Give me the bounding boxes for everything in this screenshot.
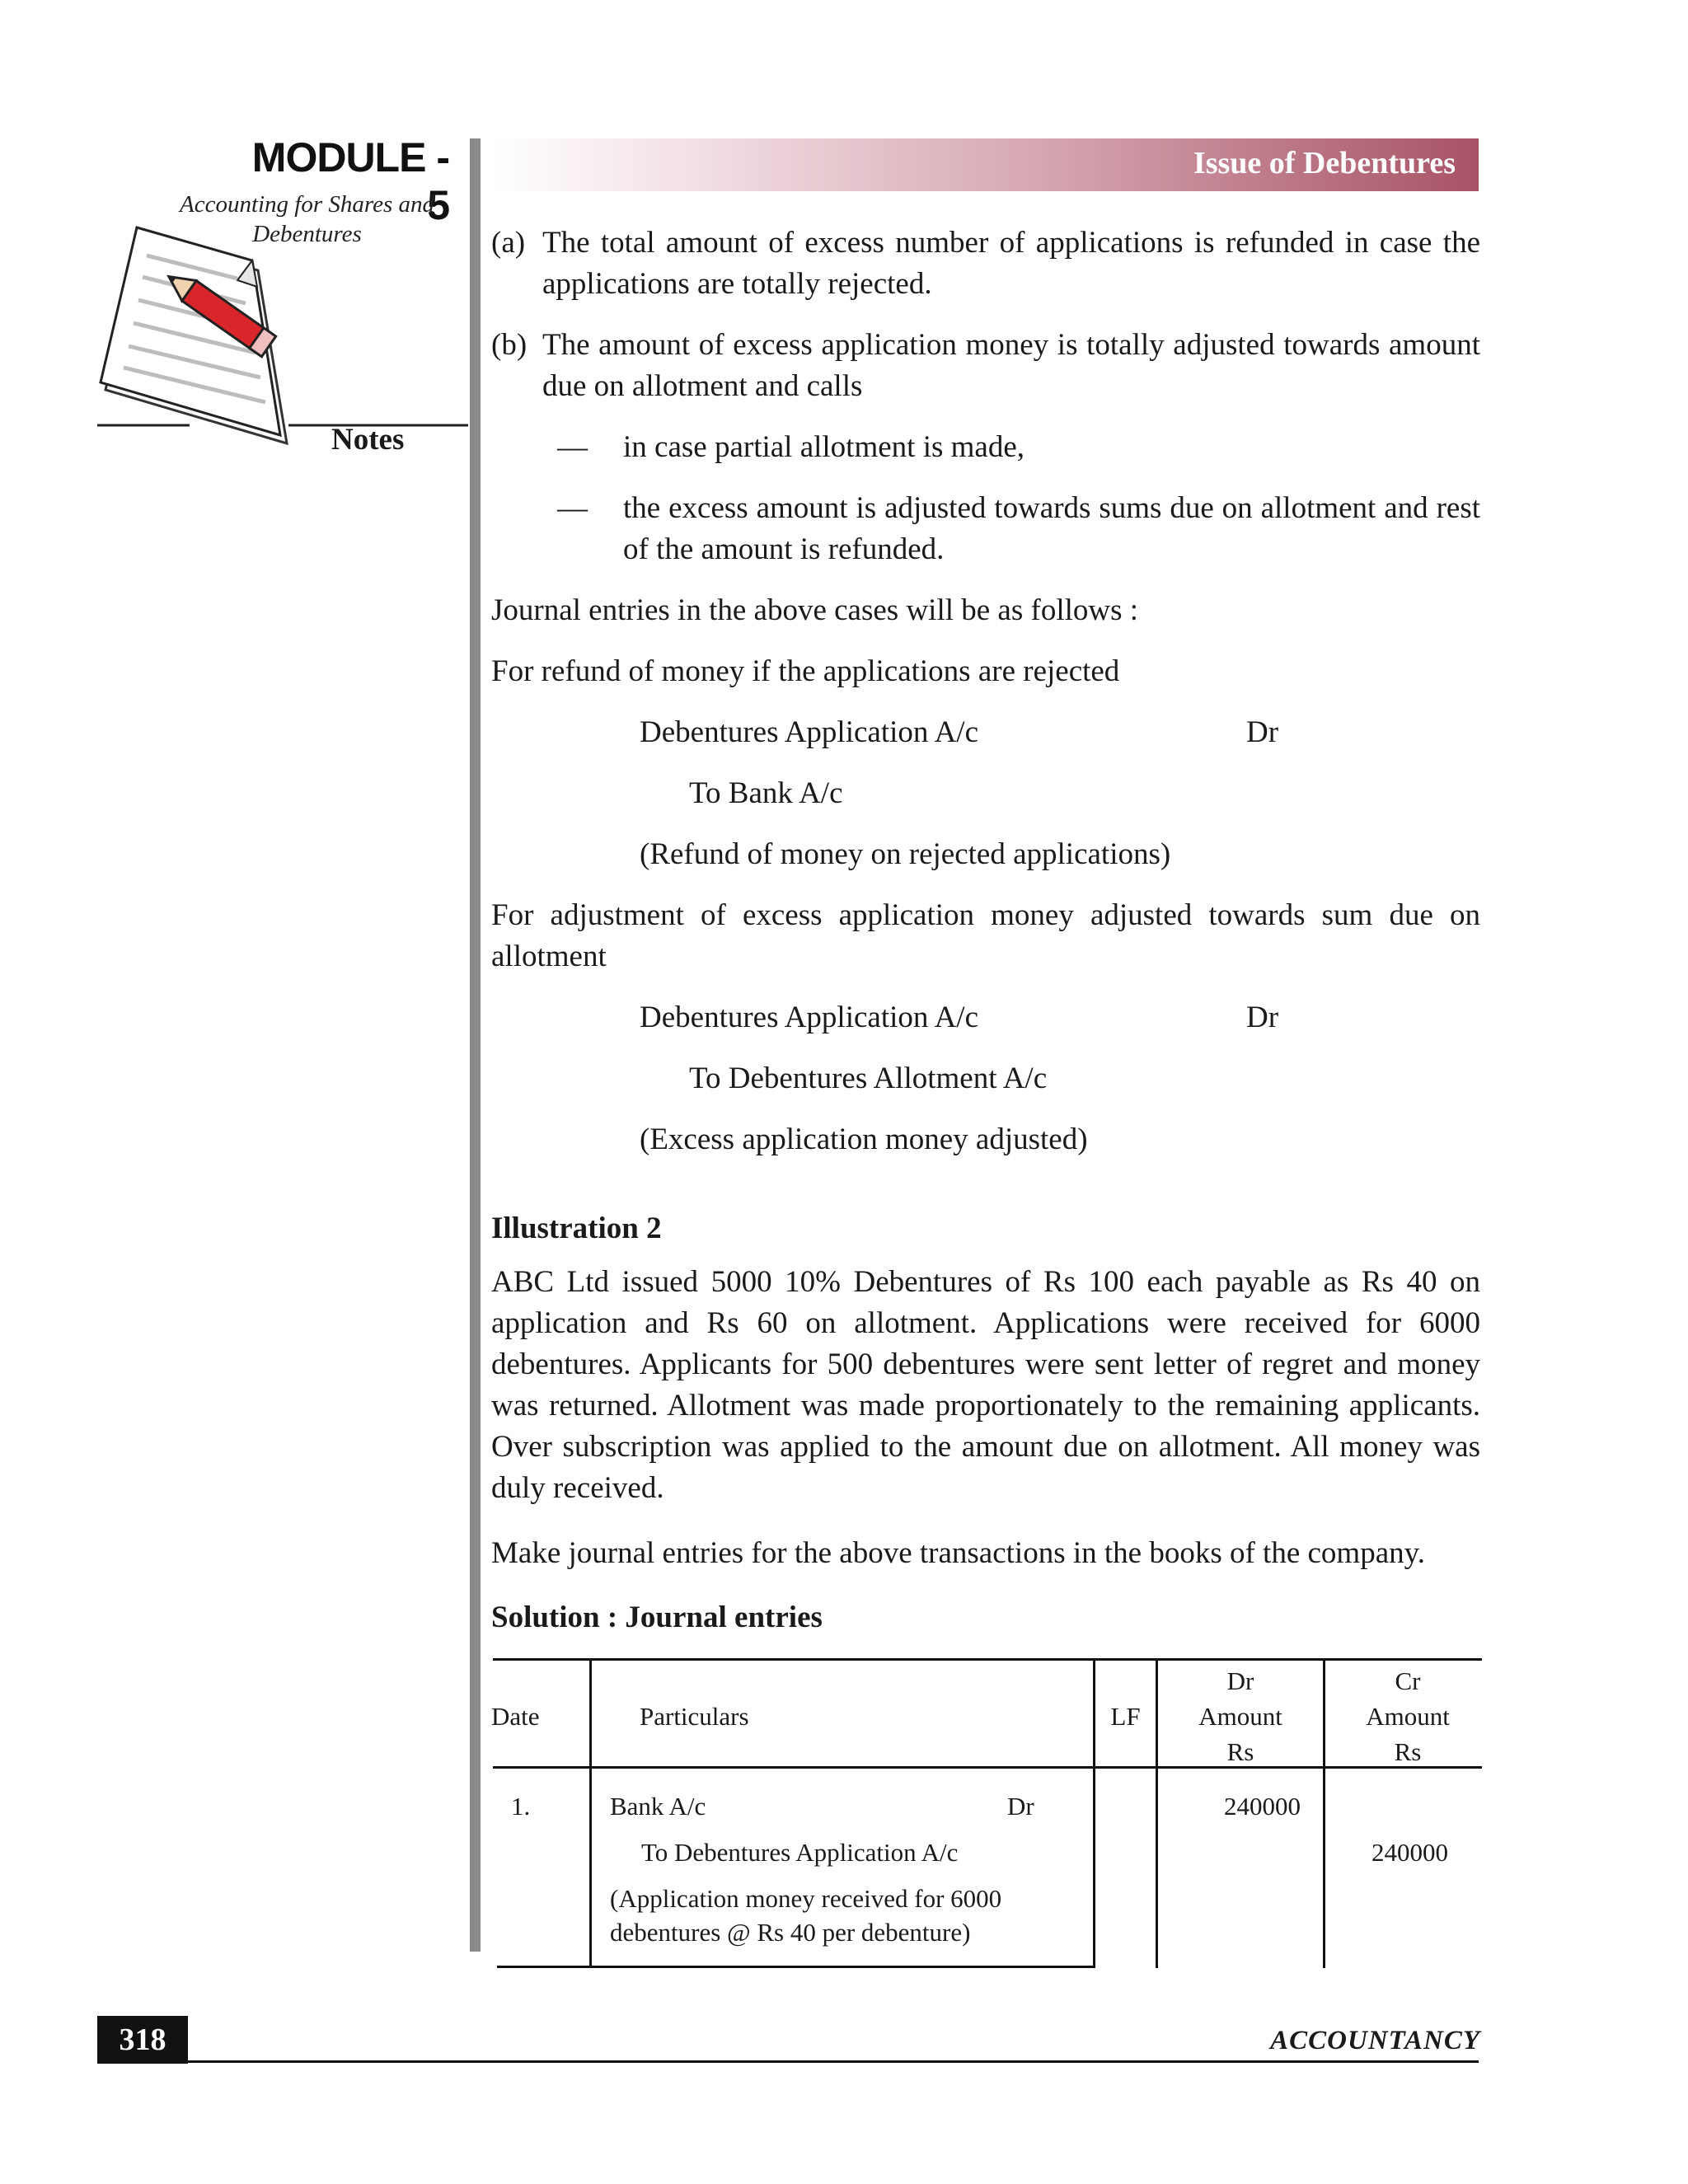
notes-pencil-icon — [97, 221, 468, 460]
illustration-text: ABC Ltd issued 5000 10% Debentures of Rs 100 each payable as Rs 40 on application and Rs 60 on allotment. Applications were received for 6000 debentures. Applicants for 500 debentures were sent letter of regret and money was returned. Allotment was made proportionately to the remaining applicants. Over subscription was applied to the amount due on allotment. All money was duly received. — [491, 1265, 1480, 1505]
entry1-debit: Debentures Application A/c — [640, 715, 979, 749]
entry1-dr: Dr — [1246, 715, 1279, 749]
row-narration-line2: debentures @ Rs 40 per debenture) — [610, 1918, 971, 1947]
footer-subject: ACCOUNTANCY — [1270, 2026, 1480, 2055]
list-marker-a: (a) — [491, 226, 526, 260]
dash-marker-1: — — [557, 430, 588, 464]
dash-text-1: in case partial allotment is made, — [623, 430, 1025, 464]
row-dr-amount: 240000 — [1224, 1792, 1301, 1821]
th-cr-line3: Rs — [1394, 1737, 1422, 1766]
row-narration-line1: (Application money received for 6000 — [610, 1884, 1002, 1913]
illustration-title: Illustration 2 — [491, 1212, 662, 1245]
table-top-rule — [493, 1658, 1482, 1661]
section-header-band — [491, 138, 1479, 191]
row-number: 1. — [511, 1792, 531, 1821]
journal-intro: Journal entries in the above cases will be as follows : — [491, 593, 1139, 627]
row-dr-marker: Dr — [1007, 1792, 1034, 1821]
list-item-a — [491, 223, 1480, 305]
list-text-a: The total amount of excess number of applications is refunded in case the applications are totally rejected. — [542, 226, 1480, 301]
task-text: Make journal entries for the above transactions in the books of the company. — [491, 1536, 1425, 1570]
page-number: 318 — [97, 2016, 188, 2064]
dash-marker-2: — — [557, 491, 588, 525]
row-debit-account: Bank A/c — [610, 1792, 706, 1821]
sidebar-divider — [470, 138, 481, 1952]
list-item-b — [491, 325, 1480, 407]
notes-label: Notes — [331, 423, 405, 457]
th-dr-line1: Dr — [1226, 1666, 1254, 1695]
th-lf: LF — [1110, 1702, 1141, 1731]
module-title: MODULE - 5 — [251, 134, 449, 228]
th-dr-line3: Rs — [1226, 1737, 1254, 1766]
entry2-dr: Dr — [1246, 1001, 1279, 1034]
entry1-narration: (Refund of money on rejected applications) — [640, 837, 1171, 871]
entry2-debit: Debentures Application A/c — [640, 1001, 979, 1034]
dash-item-1 — [557, 427, 1480, 468]
table-col-line-date — [589, 1658, 592, 1968]
entry1-credit: To Bank A/c — [689, 776, 843, 810]
entry2-narration: (Excess application money adjusted) — [640, 1122, 1088, 1156]
solution-title: Solution : Journal entries — [491, 1601, 823, 1634]
th-cr-amount — [1325, 1663, 1490, 1769]
row-credit-account: To Debentures Application A/c — [641, 1838, 959, 1867]
dash-item-2 — [557, 488, 1480, 570]
footer-rule — [97, 2060, 1479, 2063]
th-cr-line2: Amount — [1366, 1702, 1450, 1731]
th-dr-line2: Amount — [1198, 1702, 1282, 1731]
refund-intro: For refund of money if the applications are rejected — [491, 654, 1120, 688]
module-subtitle-line1: Accounting for Shares and — [179, 191, 435, 218]
dash-text-2: the excess amount is adjusted towards sums due on allotment and rest of the amount is refunded. — [623, 491, 1480, 566]
th-dr-amount — [1158, 1663, 1323, 1769]
section-title: Issue of Debentures — [1193, 146, 1456, 180]
th-date: Date — [491, 1702, 540, 1731]
row-cr-amount: 240000 — [1372, 1838, 1448, 1867]
adjust-intro: For adjustment of excess application money adjusted towards sum due on allotment — [491, 898, 1480, 973]
list-marker-b: (b) — [491, 328, 528, 362]
th-particulars: Particulars — [640, 1702, 749, 1731]
table-bottom-rule — [497, 1966, 1095, 1968]
entry2-credit: To Debentures Allotment A/c — [689, 1062, 1048, 1095]
module-subtitle-line2: Debentures — [252, 221, 362, 247]
th-cr-line1: Cr — [1395, 1666, 1421, 1695]
list-text-b: The amount of excess application money is totally adjusted towards amount due on allotment and calls — [542, 328, 1480, 403]
